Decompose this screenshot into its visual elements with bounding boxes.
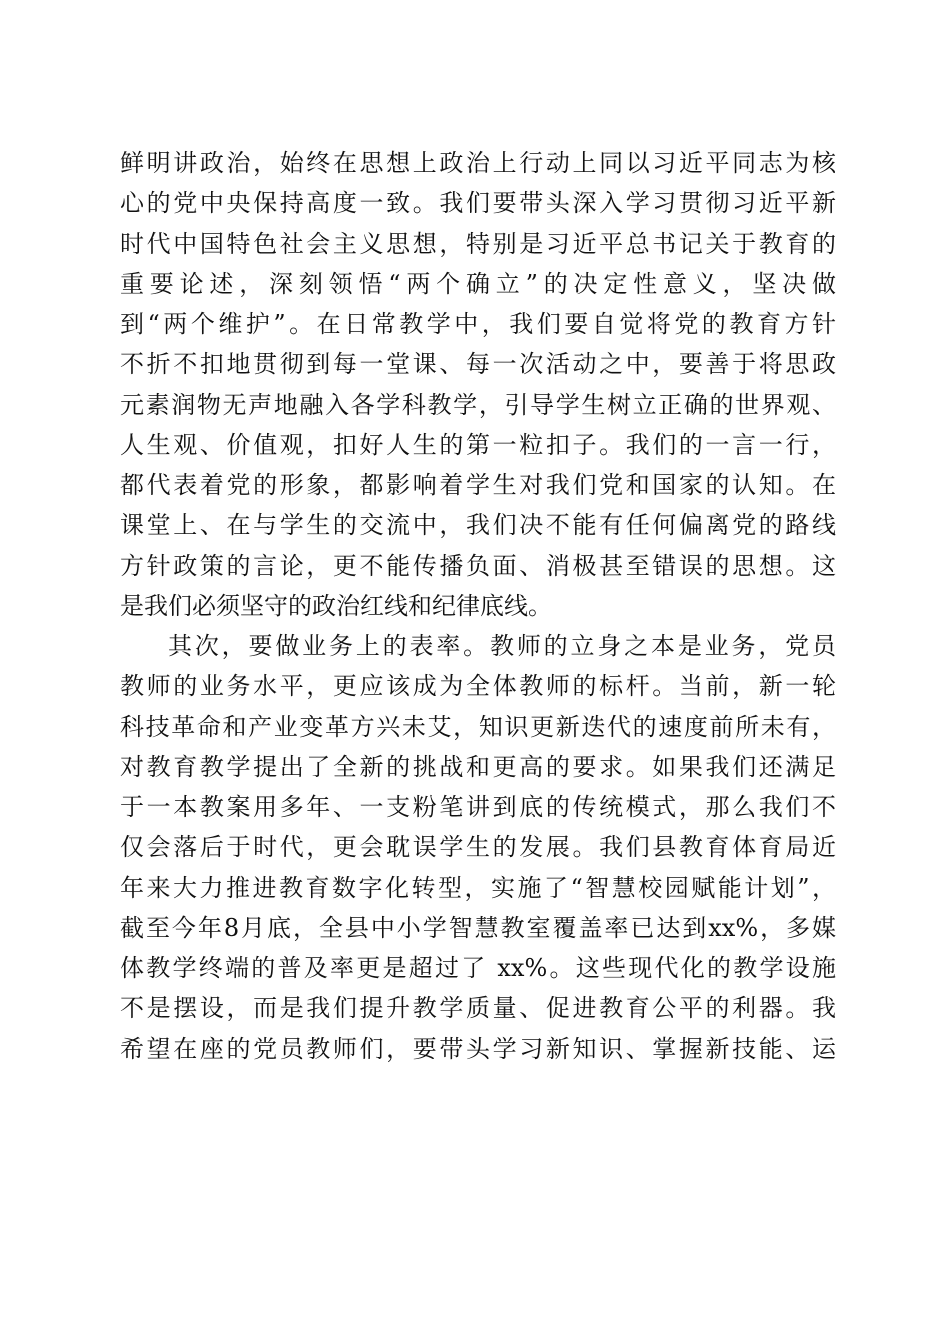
text-line: 体教学终端的普及率更是超过了 xx%。这些现代化的教学设施 — [120, 954, 836, 982]
text-line: 到“两个维护”。在日常教学中，我们要自觉将党的教育方针 — [120, 310, 836, 338]
text-line: 对教育教学提出了全新的挑战和更高的要求。如果我们还满足 — [120, 752, 836, 781]
text-line: 都代表着党的形象，都影响着学生对我们党和国家的认知。在 — [120, 471, 836, 499]
body-text — [120, 143, 836, 1069]
text-line: 希望在座的党员教师们，要带头学习新知识、掌握新技能、运 — [120, 1034, 836, 1063]
text-line: 截至今年8月底，全县中小学智慧教室覆盖率已达到xx%，多媒 — [120, 913, 836, 942]
text-line: 不是摆设，而是我们提升教学质量、促进教育公平的利器。我 — [120, 994, 836, 1023]
text-line: 教师的业务水平，更应该成为全体教师的标杆。当前，新一轮 — [120, 672, 836, 701]
text-line: 科技革命和产业变革方兴未艾，知识更新迭代的速度前所未有， — [120, 712, 836, 741]
text-line: 课堂上、在与学生的交流中，我们决不能有任何偏离党的路线 — [120, 511, 836, 540]
text-line: 年来大力推进教育数字化转型，实施了“智慧校园赋能计划”， — [120, 873, 836, 902]
text-line: 心的党中央保持高度一致。我们要带头深入学习贯彻习近平新 — [120, 189, 836, 218]
paragraph-end-line: 是我们必须坚守的政治红线和纪律底线。 — [120, 591, 552, 620]
text-line: 时代中国特色社会主义思想，特别是习近平总书记关于教育的 — [120, 229, 836, 258]
text-line: 重要论述，深刻领悟“两个确立”的决定性意义，坚决做 — [120, 269, 836, 298]
paragraph-start-line: 其次，要做业务上的表率。教师的立身之本是业务，党员 — [168, 632, 836, 660]
text-line: 人生观、价值观，扣好人生的第一粒扣子。我们的一言一行， — [120, 430, 836, 459]
text-line: 于一本教案用多年、一支粉笔讲到底的传统模式，那么我们不 — [120, 793, 836, 821]
text-line: 仅会落后于时代，更会耽误学生的发展。我们县教育体育局近 — [120, 833, 836, 862]
text-line: 元素润物无声地融入各学科教学，引导学生树立正确的世界观、 — [120, 390, 836, 419]
text-line: 鲜明讲政治，始终在思想上政治上行动上同以习近平同志为核 — [120, 149, 836, 177]
text-line: 不折不扣地贯彻到每一堂课、每一次活动之中，要善于将思政 — [120, 350, 836, 379]
text-line: 方针政策的言论，更不能传播负面、消极甚至错误的思想。这 — [120, 551, 836, 580]
